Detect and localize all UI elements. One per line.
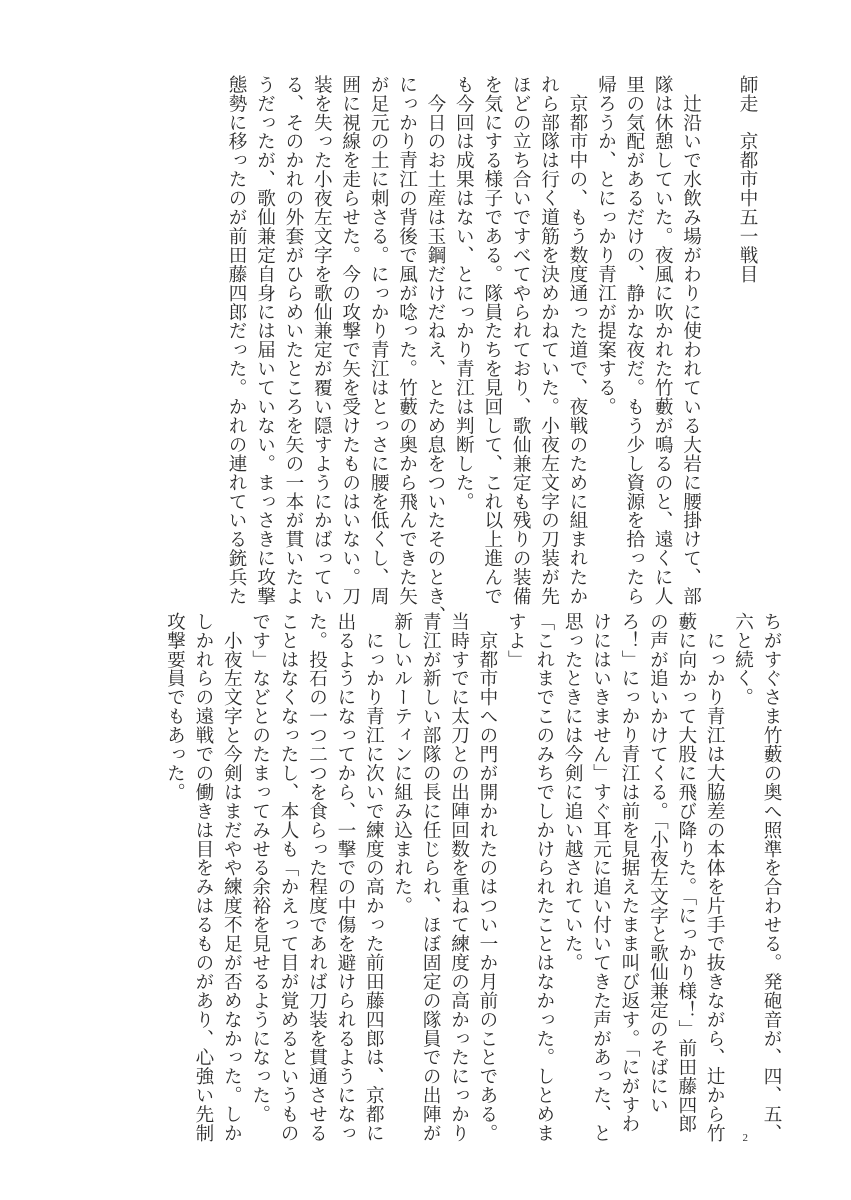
text-line: れら部隊は行く道筋を決めかねていた。小夜左文字の刀装が先 (538, 75, 560, 606)
text-line: 京都市中の、もう数度通った道で、夜戦のために組まれたか (566, 75, 588, 606)
text-line: 隊は休憩していた。夜風に吹かれた竹藪が鳴るのと、遠くに人 (652, 75, 674, 606)
text-line: けにはいきません」すぐ耳元に追い付いてきた声があった、と (590, 612, 612, 1143)
text-line: を気にする様子である。隊員たちを見回して、これ以上進んで (481, 75, 503, 606)
text-line: が足元の土に刺さる。にっかり青江はとっさに腰を低くし、周 (368, 75, 390, 606)
text-line: 当時すでに太刀との出陣回数を重ねて練度の高かったにっかり (448, 612, 470, 1143)
text-line: 攻撃要員でもあった。 (164, 612, 186, 802)
text-line: た。投石の一つ二つを食らった程度であれば刀装を貫通させる (306, 612, 328, 1143)
chapter-title: 師走 京都市中五一戦目 (737, 75, 758, 284)
text-line: 出るようになってから、一撃での中傷を避けられるようになっ (334, 612, 356, 1143)
text-line: すよ」 (505, 612, 527, 669)
text-line: 帰ろうか、とにっかり青江が提案する。 (595, 75, 617, 417)
text-line: です」などとのたまってみせる余裕を見せるようになった。 (249, 612, 271, 1124)
text-line: 京都市中への門が開かれたのはつい一か月前のことである。 (476, 612, 498, 1143)
text-line: 里の気配があるだけの、静かな夜だ。もう少し資源を拾ったら (623, 75, 645, 606)
text-line: る、そのかれの外套がひらめいたところを矢の一本が貫いたよ (282, 75, 304, 606)
text-line: も今回は成果はない、とにっかり青江は判断した。 (453, 75, 475, 511)
text-line: 囲に視線を走らせた。今の攻撃で矢を受けたものはいない。刀 (339, 75, 361, 606)
text-line: ことはなくなったし、本人も「かえって目が覚めるというもの (278, 612, 300, 1143)
text-line: ちがすぐさま竹藪の奥へ照準を合わせる。発砲音が、四、五、 (761, 612, 782, 1143)
text-block-bottom (160, 612, 785, 1143)
text-line: ろ！」にっかり青江は前を見据えたまま叫び返す。「にがすわ (618, 612, 640, 1134)
text-line: 今日のお土産は玉鋼だけだねえ、とため息をついたそのとき、 (424, 75, 446, 625)
text-line: うだったが、歌仙兼定自身には届いていない。まっさきに攻撃 (254, 75, 276, 606)
text-line: 「これまでこのみちでしかけられたことはなかった。しとめま (533, 612, 555, 1143)
text-line: 装を失った小夜左文字を歌仙兼定が覆い隠すようにかばってい (311, 75, 333, 606)
text-line: ほどの立ち合いですべてやられており、歌仙兼定も残りの装備 (510, 75, 532, 606)
text-line: にっかり青江は大脇差の本体を片手で抜きながら、辻から竹 (704, 612, 726, 1143)
text-line: にっかり青江の背後で風が唸った。竹藪の奥から飛んできた矢 (396, 75, 418, 606)
text-line: の声が追いかけてくる。「小夜左文字と歌仙兼定のそばにい (647, 612, 669, 1115)
text-line: 辻沿いで水飲み場がわりに使われている大岩に腰掛けて、部 (680, 75, 702, 606)
text-line: 小夜左文字と今剣はまだやや練度不足が否めなかった。しか (221, 612, 243, 1143)
text-line: 態勢に移ったのが前田藤四郎だった。かれの連れている銃兵た (226, 75, 248, 606)
text-line: 思ったときには今剣に追い越されていた。 (562, 612, 584, 973)
page-number: 2 (742, 1132, 748, 1144)
text-line: しかれらの遠戦での働きは目をみはるものがあり、心強い先制 (192, 612, 214, 1143)
text-line: 藪に向かって大股に飛び降りた。「にっかり様！」前田藤四郎 (675, 612, 697, 1134)
text-line: 青江が新しい部隊の長に任じられ、ほぼ固定の隊員での出陣が (420, 612, 442, 1143)
text-line: にっかり青江に次いで練度の高かった前田藤四郎は、京都に (363, 612, 385, 1143)
text-block-top (222, 75, 761, 625)
text-line: 六と続く。 (732, 612, 754, 707)
text-line: 新しいルーティンに組み込まれた。 (391, 612, 413, 916)
